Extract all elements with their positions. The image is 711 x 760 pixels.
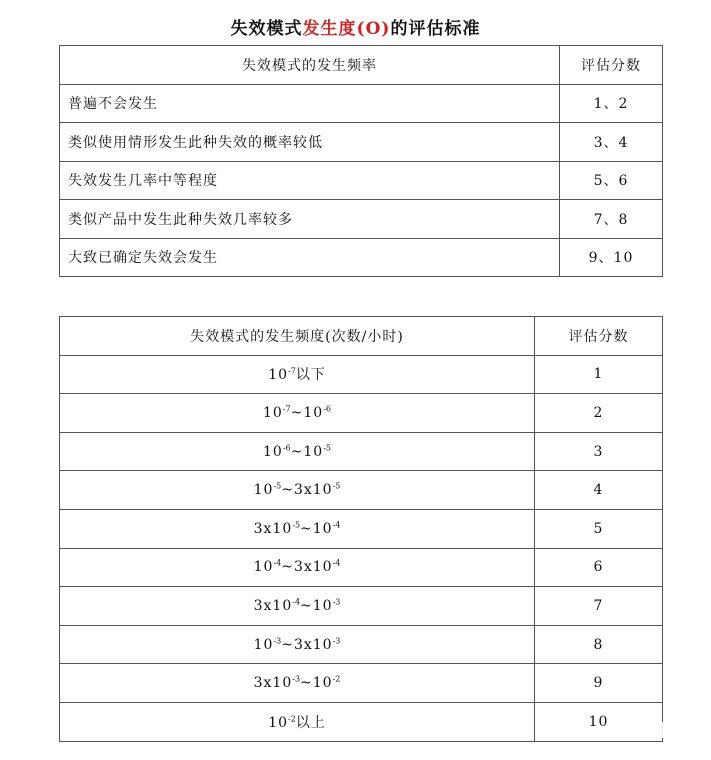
table-row [60,355,663,394]
rate-text: 以下 [295,367,326,384]
table-row [60,238,663,277]
exponent: -2 [288,714,296,724]
exponent: -5 [323,442,331,452]
table-row [60,200,663,239]
table-row [60,471,663,510]
exponent: -3 [273,635,282,645]
page-title [0,14,711,39]
row-score: 4 [535,471,663,510]
exponent: -2 [332,674,341,684]
occurrence-frequency-table [59,45,663,277]
table-row [60,702,663,741]
rate-text: 10 [253,482,274,499]
rate-text: ~3x10 [281,636,333,653]
table-row [60,161,663,200]
column-header-score: 评估分数 [560,46,663,85]
row-rate-range [60,432,535,471]
row-description: 普遍不会发生 [60,84,560,123]
column-header-rate: 失效模式的发生频度(次数/小时) [60,317,535,356]
table-row [60,432,663,471]
row-rate-range [60,394,535,433]
row-score: 3 [535,432,663,471]
row-rate-range [60,702,535,741]
table-header-row [60,317,663,356]
table-row [60,509,663,548]
rate-text: 3x10 [253,675,293,692]
row-score: 1、2 [560,84,663,123]
rate-text: ~3x10 [281,482,333,499]
row-score: 1 [535,355,663,394]
rate-text: 3x10 [253,597,293,614]
table-row [60,123,663,162]
table-row [60,587,663,626]
row-score: 7、8 [560,200,663,239]
rate-text: ~10 [290,404,324,421]
rate-text: 10 [268,714,289,731]
exponent: -7 [288,366,296,376]
rate-text: 以上 [295,714,326,731]
row-rate-range [60,587,535,626]
row-score: 5、6 [560,161,663,200]
title-suffix: 的评估标准 [390,19,481,39]
row-rate-range [60,355,535,394]
occurrence-rate-table [59,316,663,742]
table-header-row [60,46,663,85]
title-prefix: 失效模式 [230,19,303,39]
row-score: 6 [535,548,663,587]
exponent: -5 [292,520,301,530]
exponent: -3 [292,674,301,684]
row-rate-range [60,471,535,510]
rate-text: 10 [263,443,283,460]
row-rate-range [60,625,535,664]
rate-text: 10 [253,559,274,576]
rate-text: ~10 [300,597,333,614]
table-row [60,84,663,123]
row-score: 9 [535,664,663,703]
rate-text: ~10 [300,675,333,692]
watermark-mask [645,722,671,738]
rate-text: 10 [253,636,274,653]
row-description: 大致已确定失效会发生 [60,238,560,277]
row-score: 5 [535,509,663,548]
exponent: -3 [332,635,341,645]
exponent: -4 [273,558,282,568]
row-description: 类似使用情形发生此种失效的概率较低 [60,123,560,162]
table-row [60,625,663,664]
row-score: 7 [535,587,663,626]
exponent: -4 [292,597,301,607]
rate-table-body [60,355,663,741]
row-score: 10 [535,702,663,741]
row-score: 9、10 [560,238,663,277]
exponent: -5 [273,481,282,491]
rate-text: 3x10 [253,520,293,537]
row-score: 8 [535,625,663,664]
row-rate-range [60,548,535,587]
rate-text: ~10 [300,520,333,537]
exponent: -3 [332,597,341,607]
table-row [60,548,663,587]
exponent: -7 [282,404,291,414]
rate-text: ~10 [290,443,324,460]
rate-text: ~3x10 [281,559,333,576]
rate-text: 10 [263,404,283,421]
row-description: 失效发生几率中等程度 [60,161,560,200]
exponent: -4 [332,520,341,530]
rate-text: 10 [268,367,289,384]
row-score: 2 [535,394,663,433]
exponent: -6 [323,404,331,414]
row-description: 类似产品中发生此种失效几率较多 [60,200,560,239]
title-highlight: 发生度(O) [302,19,391,39]
row-rate-range [60,664,535,703]
row-rate-range [60,509,535,548]
column-header-score: 评估分数 [535,317,663,356]
exponent: -6 [282,442,291,452]
column-header-frequency: 失效模式的发生频率 [60,46,560,85]
table-row [60,664,663,703]
exponent: -5 [332,481,341,491]
table-row [60,394,663,433]
row-score: 3、4 [560,123,663,162]
exponent: -4 [332,558,341,568]
